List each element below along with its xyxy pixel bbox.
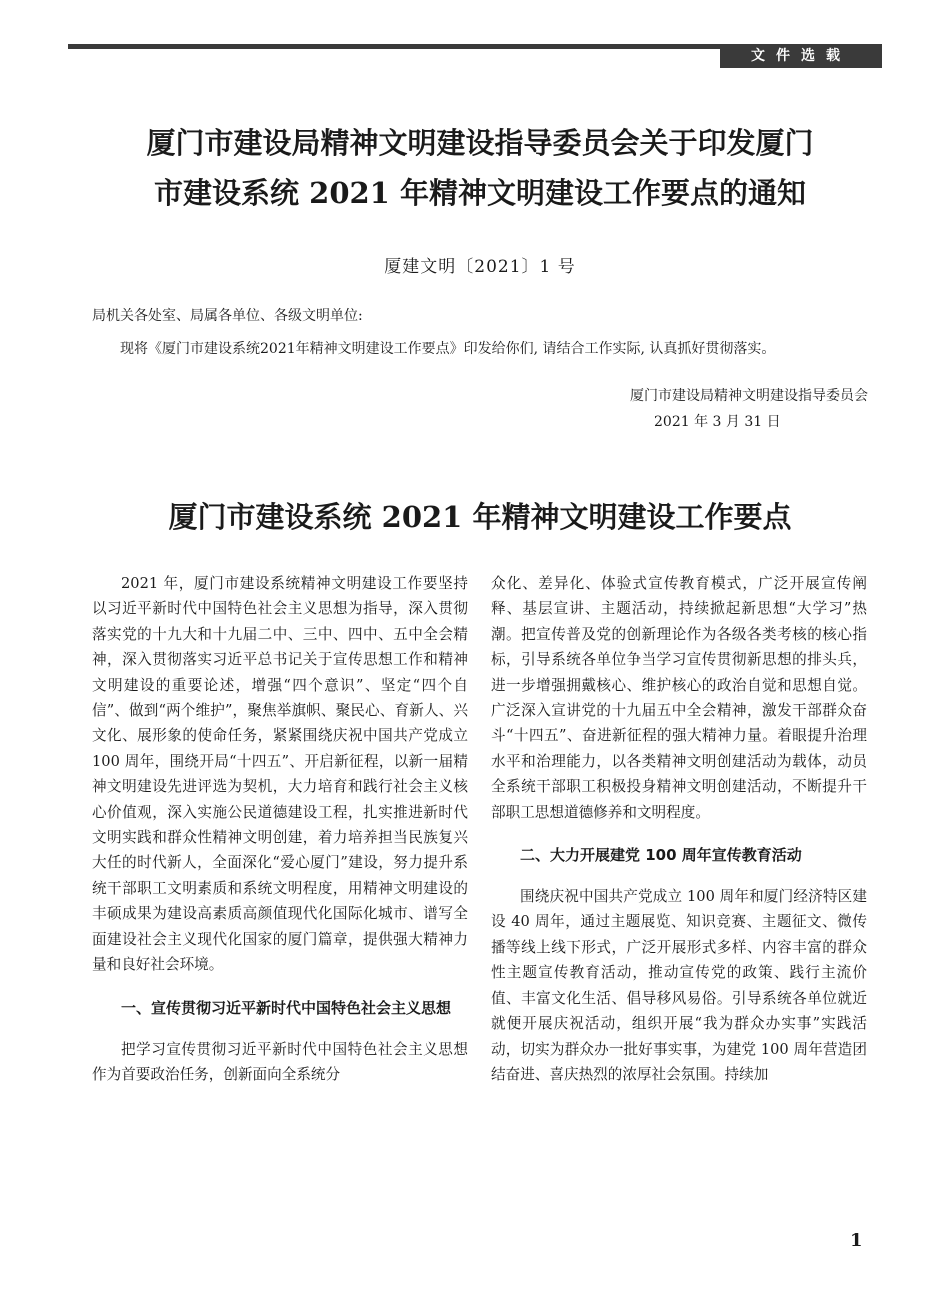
notice-title-line2: 市建设系统 2021 年精神文明建设工作要点的通知 bbox=[154, 176, 806, 210]
section2-heading: 二、大力开展建党 100 周年宣传教育活动 bbox=[520, 846, 802, 865]
notice-title-line1: 厦门市建设局精神文明建设指导委员会关于印发厦门 bbox=[146, 126, 814, 160]
right-column bbox=[491, 571, 867, 1087]
section-tag: 文件选载 bbox=[720, 44, 882, 68]
notice-body: 现将《厦门市建设系统2021年精神文明建设工作要点》印发给你们, 请结合工作实际, 认真抓好贯彻落实。 bbox=[120, 341, 776, 357]
section1-paragraph-continued: 众化、差异化、体验式宣传教育模式，广泛开展宣传阐释、基层宣讲、主题活动，持续掀起新思想“大学习”热潮。把宣传普及党的创新理论作为各级各类考核的核心指标，引导系统各单位争当学习宣传贯彻新思想的排头兵，进一步增强拥戴核心、维护核心的政治自觉和思想自觉。广泛深入宣讲党的十九届五中全会精神，激发干部群众奋斗“十四五”、奋进新征程的强大精神力量。着眼提升治理水平和治理能力，以各类精神文明创建活动为载体，动员全系统干部职工积极投身精神文明创建活动，不断提升干部职工思想道德修养和文明程度。 bbox=[491, 575, 867, 821]
section2-paragraph: 围绕庆祝中国共产党成立 100 周年和厦门经济特区建设 40 周年，通过主题展览、知识竞赛、主题征文、微传播等线上线下形式，广泛开展形式多样、内容丰富的群众性主题宣传教育活动，推动宣传党的政策、践行主流价值、丰富文化生活、倡导移风易俗。引导系统各单位就近就便开展庆祝活动，组织开展“我为群众办实事”实践活动，切实为群众办一批好事实事，为建党 100 周年营造团结奋进、喜庆热烈的浓厚社会氛围。持续加 bbox=[491, 888, 867, 1083]
section1-heading: 一、宣传贯彻习近平新时代中国特色社会主义思想 bbox=[121, 998, 452, 1017]
main-title: 厦门市建设系统 2021 年精神文明建设工作要点 bbox=[168, 500, 792, 534]
page-number: 1 bbox=[850, 1230, 863, 1251]
intro-paragraph: 2021 年，厦门市建设系统精神文明建设工作要坚持以习近平新时代中国特色社会主义思想为指导，深入贯彻落实党的十九大和十九届二中、三中、四中、五中全会精神，深入贯彻落实习近平总书记关于宣传思想工作和精神文明建设的重要论述，增强“四个意识”、坚定“四个自信”、做到“两个维护”，聚焦举旗帜、聚民心、育新人、兴文化、展形象的使命任务，紧紧围绕庆祝中国共产党成立 100 周年，围绕开局“十四五”、开启新征程，以新一届精神文明建设先进评选为契机，大力培育和践行社会主义核心价值观，深入实施公民道德建设工程，扎实推进新时代文明实践和群众性精神文明创建，着力培养担当民族复兴大任的时代新人，全面深化“爱心厦门”建设，努力提升系统干部职工文明素质和系统文明程度，用精神文明建设的丰硕成果为建设高素质高颜值现代化国际化城市、谱写全面建设社会主义现代化国家的厦门篇章，提供强大精神力量和良好社会环境。 bbox=[92, 575, 468, 974]
left-column bbox=[92, 571, 468, 1087]
signature-date: 2021 年 3 月 31 日 bbox=[654, 414, 781, 430]
section1-paragraph-start: 把学习宣传贯彻习近平新时代中国特色社会主义思想作为首要政治任务，创新面向全系统分 bbox=[92, 1040, 468, 1083]
signature-organization: 厦门市建设局精神文明建设指导委员会 bbox=[630, 388, 868, 404]
recipients: 局机关各处室、局属各单位、各级文明单位: bbox=[92, 308, 363, 324]
notice-title bbox=[90, 118, 870, 218]
document-number: 厦建文明〔2021〕1 号 bbox=[384, 257, 576, 277]
